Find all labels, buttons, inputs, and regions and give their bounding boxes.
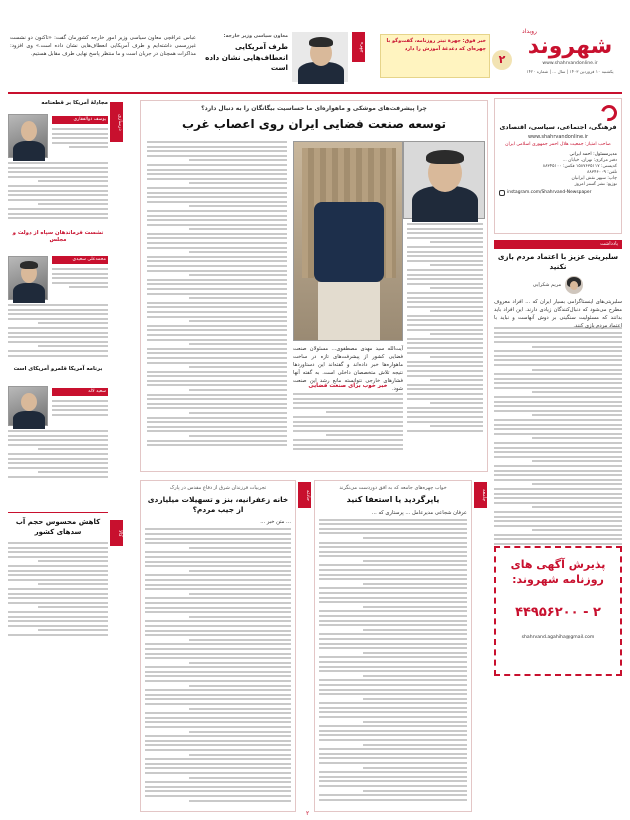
ad-box	[494, 546, 622, 676]
footer-page-number: ۲	[306, 810, 310, 817]
left-item-title-2: برنامه آمریکا قلمرو آمریکای است	[13, 366, 103, 372]
main-body: آیت‌الله سید مهدی مصطفوی... مسئولان صنعت فضایی کشور از پیشرفت‌های تازه در ساخت ماهواره‌ها خبر داده‌اند و گفته‌اند این دستاوردها نتیجه تلاش متخصصان داخلی است. به گفته آنها فشارهای خارجی نتوانسته مانع رشد این صنعت شود.	[293, 346, 403, 393]
left-photo-1	[8, 256, 48, 300]
info-contact-3: چاپ: سپهر نقش ایرانیان	[571, 175, 617, 181]
left-bottom-tab: کالا	[110, 520, 123, 546]
memo-body: سلبریتی‌های اینستاگرامی بسیار ایران که ... افراد معروف مطرح می‌شود که دنبال‌کنندگان زیادی دارند. این افراد باید بدانند که مسئولیت سنگینی بر دوش آنهاست و نباید با اعتماد مردم بازی کنند.	[494, 299, 622, 330]
ad-email[interactable]: shahrvand.agahiha@gmail.com	[521, 635, 595, 641]
ad-title: پذیرش آگهی های روزنامه شهروند:	[510, 558, 606, 586]
left-bottom-title: کاهش محسوس حجم آب سدهای کشور	[15, 518, 101, 536]
memo-label-bar: یادداشت	[494, 240, 622, 249]
top-quote-photo	[292, 32, 348, 82]
lower-article-0	[314, 480, 472, 812]
lower-kicker-0: خواب چهره‌های جامعه که به افق دوردست می‌نگرند	[339, 485, 447, 491]
logo-sub: روبداد	[522, 28, 537, 35]
main-photo	[293, 141, 403, 341]
main-article	[140, 100, 488, 472]
memo	[494, 252, 622, 532]
lower-tab-1: حادثه	[298, 482, 311, 508]
masthead	[0, 28, 630, 88]
main-col-right-a	[407, 223, 483, 434]
top-quote-tab: چهره	[352, 32, 365, 62]
info-title: فرهنگی، اجتماعی، سیاسی، اقتصادی	[499, 123, 617, 131]
memo-title: سلبریتی عزیز با اعتماد مردم بازی نکنید	[497, 252, 619, 272]
lower-article-1	[140, 480, 296, 812]
lower-body-0: عرفان شجاعی مدیرعامل ... پرستاری که ...	[371, 509, 467, 516]
left-column	[8, 100, 108, 660]
info-contact-0: دفتر مرکزی: تهران، خیابان ...	[562, 157, 617, 163]
main-kicker: چرا پیشرفت‌های موشکی و ماهواره‌ای ما حساسیت بیگانگان را به دنبال دارد؟	[201, 105, 427, 112]
left-author-2: سعید لاله	[52, 388, 108, 396]
instagram-link[interactable]: instagram.com/Shahrvand-Newspaper	[499, 190, 617, 196]
top-quote-kicker: معاون سیاسی وزیر خارجه:	[223, 34, 288, 39]
top-quote-title: طرف آمریکایی انعطاف‌هایی نشان داده است	[205, 42, 288, 72]
left-item-title-0: مجادلهٔ آمریکا بر قطعنامه	[41, 100, 108, 106]
left-author-0: یوسف ذوالفقاری	[52, 116, 108, 124]
info-editor: مدیرمسئول: احمد ایرانی	[569, 151, 617, 157]
left-photo-0	[8, 114, 48, 158]
main-col-left-a	[147, 141, 287, 449]
lower-kicker-1: تجربیات فرزندان شرق از دفاع مقدس در پارک	[169, 485, 267, 491]
lower-body-1: ... متن خبر ...	[260, 519, 291, 526]
website[interactable]: www.shahrvandonline.ir	[542, 61, 598, 67]
author-avatar	[565, 276, 583, 294]
page-number-badge: ۲	[492, 50, 512, 70]
issue-line: یکشنبه ۱۰ فروردین ۱۴۰۳ | سال ... | شماره ۱۴۲۰	[526, 69, 614, 75]
promo-text: خبر فوق: چهرهٔ تیتر روزنامه، گفت‌وگو با چهره‌ای که دغدغهٔ آموزش را دارد	[386, 38, 486, 52]
top-divider	[8, 92, 622, 94]
left-author-1: محمدعلی سعیدی	[52, 256, 108, 264]
ad-phone[interactable]: ۲ - ۴۴۹۵۶۲۰۰	[515, 604, 601, 620]
left-item-title-1: نشست فرماندهان سپاه از دولت و مجلس	[12, 230, 104, 244]
main-title: توسعه صنعت فضایی ایران روی اعصاب غرب	[182, 117, 446, 132]
main-subhead: خبر خوب برای صنعت فضایی	[308, 383, 388, 389]
lower-tab-0: جامعه	[474, 482, 487, 508]
logo: شهروند	[527, 34, 613, 60]
minister-photo	[403, 141, 485, 219]
top-quote-body: عباس عراقچی معاون سیاسی وزیر امور خارجه کشورمان گفت: «تاکنون دو نشست غیررسمی داشته‌ایم و طرف آمریکایی انعطاف‌هایی نشان داده است.» وی افزود: مذاکرات همچنان در جریان است و ما منتظر پاسخ نهایی طرف مقابل هستیم.	[10, 35, 196, 58]
left-column-tab: درسازی	[110, 102, 123, 142]
info-contact-2: تلفن: ۸۸۳۴۶۰۰۹	[587, 169, 617, 175]
memo-author: مریم شکرایی	[532, 281, 562, 288]
promo-box	[380, 34, 490, 78]
info-site[interactable]: www.shahrvandonline.ir	[527, 133, 589, 140]
info-publisher: صاحب امتیاز: جمعیت هلال احمر جمهوری اسلامی ایران	[505, 142, 611, 148]
left-photo-2	[8, 386, 48, 426]
lower-title-1: خانه زعفرانیه، بنز و تسهیلات میلیاردی از جیب مردم؟	[147, 494, 289, 515]
memo-body-continued	[494, 327, 622, 545]
info-contact-4: توزیع: نشر گستر امروز	[574, 181, 617, 187]
info-contact-1: کدپستی: ۱۵۸۷۶۳۵۱۱۷ فکس: ۸۸۳۴۵۱۰۰	[542, 163, 617, 169]
instagram-icon	[499, 190, 505, 196]
info-box	[494, 98, 622, 234]
lower-title-0: یاپرگردید یا استعفا کنید	[346, 494, 440, 504]
red-crescent-icon	[598, 102, 620, 124]
